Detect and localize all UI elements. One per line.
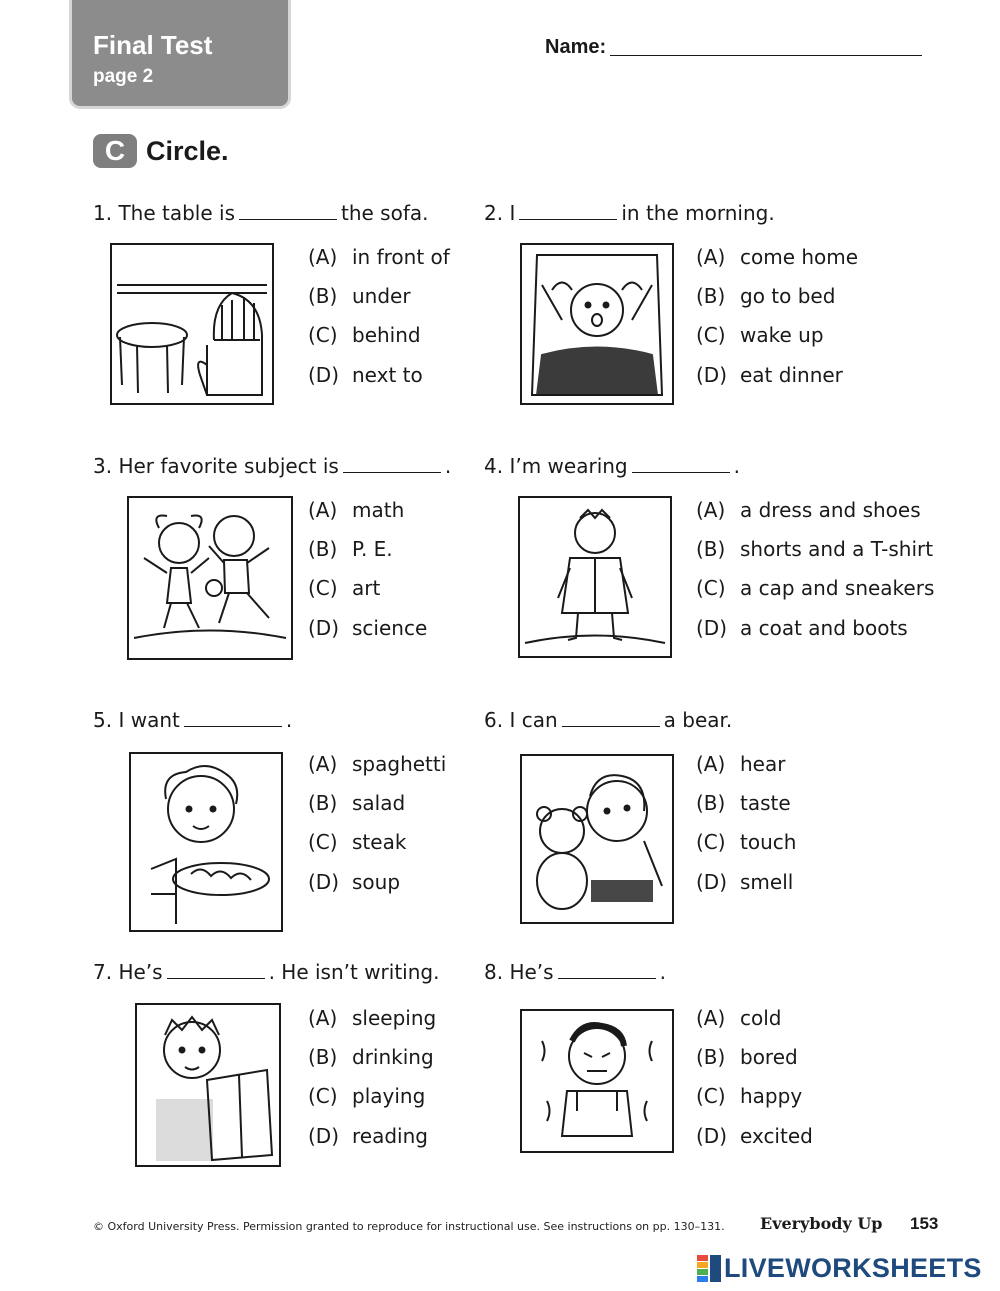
section-badge: C <box>93 134 137 168</box>
answer-blank[interactable] <box>632 472 730 473</box>
answer-blank[interactable] <box>343 472 441 473</box>
option-d[interactable]: (D) science <box>308 615 428 640</box>
prompt-after: . <box>444 454 452 478</box>
prompt-after: the sofa. <box>341 201 429 225</box>
option-c[interactable]: (C) wake up <box>696 323 824 348</box>
girl-teddy-bear-picture <box>520 754 674 924</box>
question-number: 4. <box>484 454 504 478</box>
prompt-after: . <box>659 960 666 984</box>
option-a[interactable]: (A) in front of <box>308 244 450 269</box>
boy-reading-picture <box>135 1003 281 1167</box>
answer-options <box>696 490 934 647</box>
girl-spaghetti-picture <box>129 752 283 932</box>
option-d[interactable]: (D) soup <box>308 869 401 894</box>
page-number: 153 <box>910 1214 939 1233</box>
answer-options <box>696 998 813 1155</box>
name-field <box>545 36 922 59</box>
option-c[interactable]: (C) a cap and sneakers <box>696 576 935 601</box>
question-prompt <box>484 200 775 226</box>
option-d[interactable]: (D) smell <box>696 869 794 894</box>
prompt-before: He’s <box>509 960 554 984</box>
question-number: 6. <box>484 708 504 732</box>
option-a[interactable]: (A) cold <box>696 1005 782 1030</box>
test-title: Final Test <box>93 30 213 60</box>
option-c[interactable]: (C) happy <box>696 1084 803 1109</box>
answer-blank[interactable] <box>184 726 282 727</box>
option-d[interactable]: (D) eat dinner <box>696 362 843 387</box>
cold-boy-picture <box>520 1009 674 1153</box>
answer-options <box>308 237 450 394</box>
question-prompt <box>93 200 429 226</box>
option-d[interactable]: (D) excited <box>696 1123 813 1148</box>
answer-options <box>696 237 858 394</box>
option-b[interactable]: (B) taste <box>696 790 791 815</box>
name-line[interactable] <box>610 55 922 56</box>
option-c[interactable]: (C) playing <box>308 1084 426 1109</box>
answer-blank[interactable] <box>519 219 617 220</box>
prompt-after: . He isn’t writing. <box>268 960 440 984</box>
option-c[interactable]: (C) touch <box>696 830 797 855</box>
option-b[interactable]: (B) go to bed <box>696 283 836 308</box>
question-number: 1. <box>93 201 113 225</box>
option-a[interactable]: (A) hear <box>696 751 786 776</box>
prompt-after: a bear. <box>663 708 733 732</box>
option-b[interactable]: (B) shorts and a T-shirt <box>696 536 934 561</box>
answer-blank[interactable] <box>558 978 656 979</box>
answer-options <box>308 744 446 901</box>
prompt-before: I can <box>509 708 558 732</box>
prompt-before: He’s <box>118 960 163 984</box>
book-title: Everybody Up <box>760 1214 883 1233</box>
prompt-before: I <box>509 201 516 225</box>
option-a[interactable]: (A) math <box>308 497 405 522</box>
name-label: Name: <box>545 36 607 58</box>
prompt-before: I want <box>118 708 180 732</box>
answer-blank[interactable] <box>562 726 660 727</box>
option-c[interactable]: (C) behind <box>308 323 421 348</box>
prompt-before: The table is <box>118 201 235 225</box>
prompt-after: . <box>733 454 740 478</box>
option-b[interactable]: (B) drinking <box>308 1044 434 1069</box>
question-prompt <box>93 707 292 733</box>
question-number: 3. <box>93 454 113 478</box>
option-d[interactable]: (D) next to <box>308 362 423 387</box>
prompt-before: Her favorite subject is <box>118 454 339 478</box>
option-b[interactable]: (B) under <box>308 283 411 308</box>
answer-options <box>308 998 436 1155</box>
liveworksheets-brand <box>697 1253 982 1284</box>
option-a[interactable]: (A) a dress and shoes <box>696 497 921 522</box>
answer-options <box>308 490 427 647</box>
question-prompt <box>93 453 451 479</box>
table-sofa-picture <box>110 243 274 405</box>
option-b[interactable]: (B) salad <box>308 790 406 815</box>
answer-blank[interactable] <box>167 978 265 979</box>
section-title: Circle. <box>146 135 229 166</box>
question-prompt <box>93 959 439 985</box>
option-b[interactable]: (B) bored <box>696 1044 798 1069</box>
header-tab <box>72 0 288 106</box>
kids-pe-picture <box>127 496 293 660</box>
question-number: 5. <box>93 708 113 732</box>
prompt-after: in the morning. <box>621 201 775 225</box>
liveworksheets-text: LIVEWORKSHEETS <box>724 1253 982 1283</box>
page-label: page 2 <box>93 66 154 87</box>
copyright-notice: © Oxford University Press. Permission granted to reproduce for instructional use. See instructions on pp. 130–131. <box>93 1220 725 1233</box>
option-b[interactable]: (B) P. E. <box>308 536 393 561</box>
section-heading <box>93 134 229 168</box>
question-number: 2. <box>484 201 504 225</box>
prompt-before: I’m wearing <box>509 454 628 478</box>
answer-options <box>696 744 796 901</box>
option-a[interactable]: (A) sleeping <box>308 1005 437 1030</box>
waking-girl-picture <box>520 243 674 405</box>
option-a[interactable]: (A) spaghetti <box>308 751 447 776</box>
question-prompt <box>484 707 732 733</box>
answer-blank[interactable] <box>239 219 337 220</box>
liveworksheets-logo-icon <box>697 1255 721 1283</box>
boy-coat-picture <box>518 496 672 658</box>
option-c[interactable]: (C) steak <box>308 830 407 855</box>
question-number: 8. <box>484 960 504 984</box>
option-d[interactable]: (D) a coat and boots <box>696 615 908 640</box>
option-a[interactable]: (A) come home <box>696 244 859 269</box>
question-prompt <box>484 959 666 985</box>
question-number: 7. <box>93 960 113 984</box>
prompt-after: . <box>285 708 293 732</box>
option-d[interactable]: (D) reading <box>308 1123 428 1148</box>
question-prompt <box>484 453 740 479</box>
option-c[interactable]: (C) art <box>308 576 381 601</box>
